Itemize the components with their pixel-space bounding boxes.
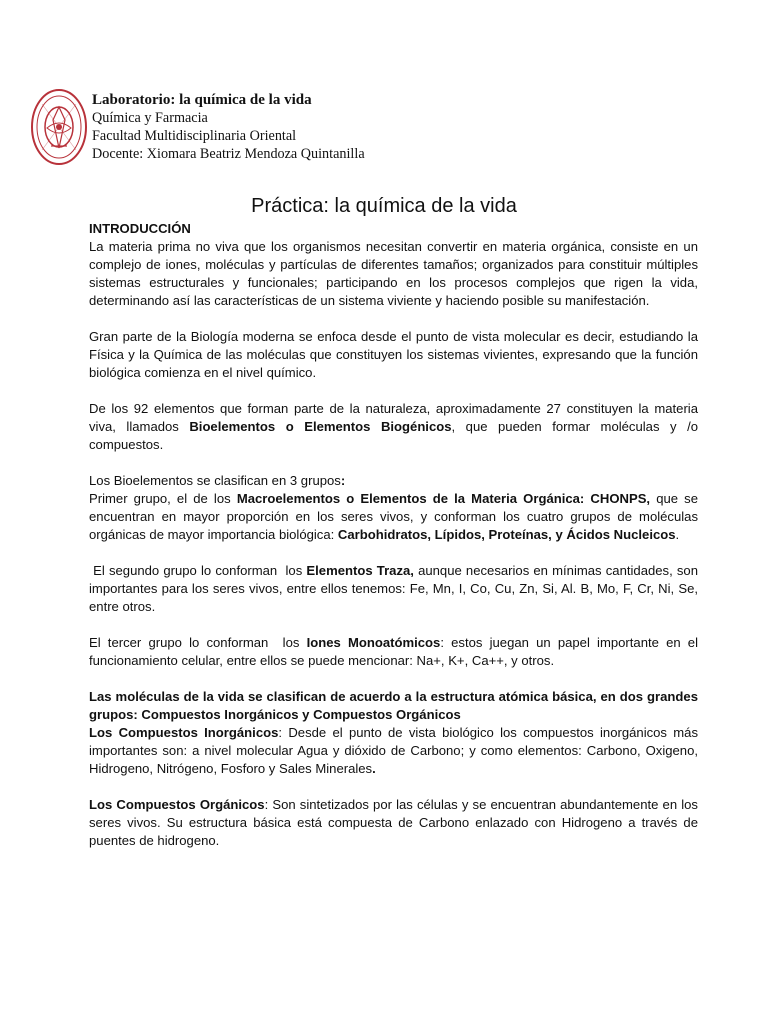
paragraph-1: La materia prima no viva que los organismos necesitan convertir en materia orgánica, consiste en un complejo de iones, moléculas y partículas de diferentes tamaños; organizados para constituir múltiples sistemas estructurales y funcionales; participando en los procesos complejos que rigen la vida, determinando así las características de un sistema viviente y haciendo posible su manifestación. [89,239,698,308]
lab-title: Laboratorio: la química de la vida [92,92,312,108]
paragraph-6: El tercer grupo lo conforman los Iones Monoatómicos: estos juegan un papel importante en el funcionamiento celular, entre ellos se puede mencionar: Na+, K+, Ca++, y otros. [89,635,698,668]
paragraph-4-lead: Los Bioelementos se clasifican en 3 grupos: [89,473,346,488]
page-title: Práctica: la química de la vida [251,195,517,217]
document-header [30,88,730,168]
paragraph-3: De los 92 elementos que forman parte de la naturaleza, aproximadamente 27 constituyen la materia viva, llamados Bioelementos o Elementos Biogénicos, que pueden formar moléculas y /o compuestos. [89,401,698,452]
faculty-name: Facultad Multidisciplinaria Oriental [92,128,297,144]
program-name: Química y Farmacia [92,110,208,126]
paragraph-7-lead: Las moléculas de la vida se clasifican de acuerdo a la estructura atómica básica, en dos grandes grupos: Compuestos Inorgánicos y Compuestos Orgánicos [89,689,698,722]
document-body [89,220,698,850]
paragraph-4: Primer grupo, el de los Macroelementos o Elementos de la Materia Orgánica: CHONPS, que se encuentran en mayor proporción en los seres vivos, y conforman los cuatro grupos de moléculas orgánicas de mayor importancia biológica: Carbohidratos, Lípidos, Proteínas, y Ácidos Nucleicos. [89,491,699,542]
paragraph-7: Los Compuestos Inorgánicos: Desde el punto de vista biológico los compuestos inorgánicos más importantes son: a nivel molecular Agua y dióxido de Carbono; y como elementos: Carbono, Oxigeno, Hidrogeno, Nitrógeno, Fosforo y Sales Minerales. [89,725,699,776]
paragraph-8: Los Compuestos Orgánicos: Son sintetizados por las células y se encuentran abundantemente en los seres vivos. Su estructura básica está compuesta de Carbono enlazado con Hidrogeno a través de puentes de hidrogeno. [89,797,698,848]
teacher-name: Docente: Xiomara Beatriz Mendoza Quintanilla [92,146,365,162]
header-text-block [92,91,365,163]
university-seal-icon [30,88,88,166]
paragraph-2: Gran parte de la Biología moderna se enfoca desde el punto de vista molecular es decir, estudiando la Física y la Química de las moléculas que constituyen los sistemas vivientes, expresando que la función biológica comienza en el nivel químico. [89,329,698,380]
section-heading: INTRODUCCIÓN [89,221,191,236]
paragraph-5: El segundo grupo lo conforman los Elementos Traza, aunque necesarios en mínimas cantidades, son importantes para los seres vivos, entre ellos tenemos: Fe, Mn, I, Co, Cu, Zn, Si, Al. B, Mo, F, Cr, Ni, Se, entre otros. [89,563,698,614]
